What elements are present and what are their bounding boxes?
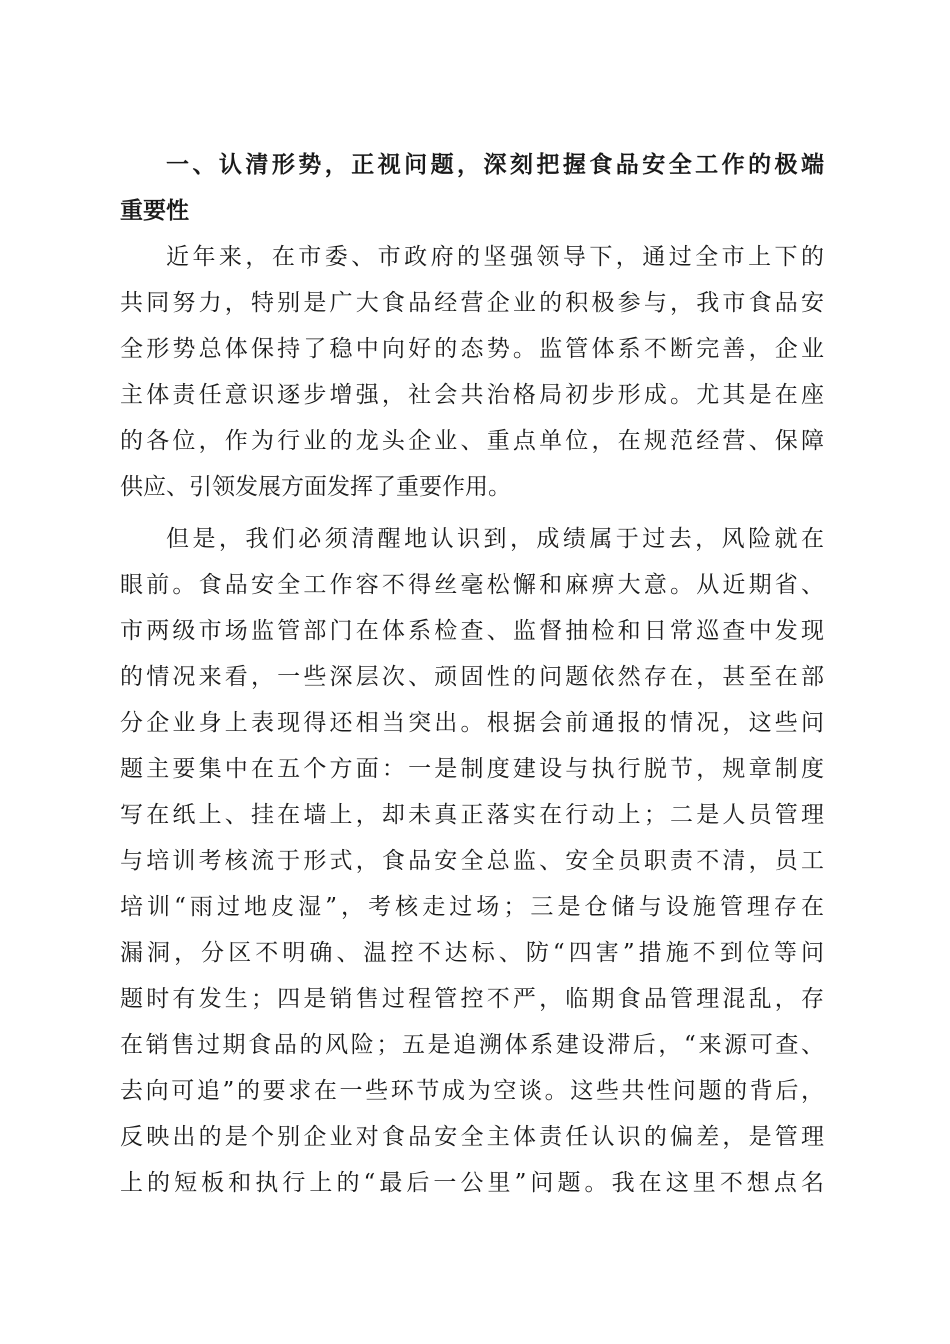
heading-line: 重要性 [120, 198, 189, 224]
heading-line: 一、认清形势，正视问题，深刻把握食品安全工作的极端 [166, 152, 824, 178]
paragraph-line: 共同努力，特别是广大食品经营企业的积极参与，我市食品安 [120, 290, 824, 316]
paragraph-line: 但是，我们必须清醒地认识到，成绩属于过去，风险就在 [166, 526, 824, 552]
document-body [120, 142, 824, 1206]
paragraph-2 [120, 516, 824, 1206]
paragraph-line: 漏洞，分区不明确、温控不达标、防“四害”措施不到位等问 [120, 940, 824, 966]
paragraph-line: 去向可追”的要求在一些环节成为空谈。这些共性问题的背后， [120, 1078, 824, 1104]
paragraph-line: 主体责任意识逐步增强，社会共治格局初步形成。尤其是在座 [120, 382, 824, 408]
paragraph-line: 培训“雨过地皮湿”，考核走过场；三是仓储与设施管理存在 [120, 894, 824, 920]
paragraph-line: 与培训考核流于形式，食品安全总监、安全员职责不清，员工 [120, 848, 824, 874]
paragraph-line: 近年来，在市委、市政府的坚强领导下，通过全市上下的 [166, 244, 824, 270]
paragraph-line: 全形势总体保持了稳中向好的态势。监管体系不断完善，企业 [120, 336, 824, 362]
paragraph-1 [120, 234, 824, 510]
paragraph-line: 写在纸上、挂在墙上，却未真正落实在行动上；二是人员管理 [120, 802, 824, 828]
paragraph-line: 在销售过期食品的风险；五是追溯体系建设滞后，“来源可查、 [120, 1032, 824, 1058]
paragraph-line: 题时有发生；四是销售过程管控不严，临期食品管理混乱，存 [120, 986, 824, 1012]
section-heading [120, 142, 824, 234]
paragraph-line: 供应、引领发展方面发挥了重要作用。 [120, 474, 511, 500]
paragraph-line: 题主要集中在五个方面：一是制度建设与执行脱节，规章制度 [120, 756, 824, 782]
paragraph-line: 眼前。食品安全工作容不得丝毫松懈和麻痹大意。从近期省、 [120, 572, 824, 598]
paragraph-line: 的情况来看，一些深层次、顽固性的问题依然存在，甚至在部 [120, 664, 824, 690]
paragraph-line: 的各位，作为行业的龙头企业、重点单位，在规范经营、保障 [120, 428, 824, 454]
paragraph-line: 市两级市场监管部门在体系检查、监督抽检和日常巡查中发现 [120, 618, 824, 644]
paragraph-line: 上的短板和执行上的“最后一公里”问题。我在这里不想点名 [120, 1170, 824, 1196]
paragraph-line: 分企业身上表现得还相当突出。根据会前通报的情况，这些问 [120, 710, 824, 736]
paragraph-line: 反映出的是个别企业对食品安全主体责任认识的偏差，是管理 [120, 1124, 824, 1150]
